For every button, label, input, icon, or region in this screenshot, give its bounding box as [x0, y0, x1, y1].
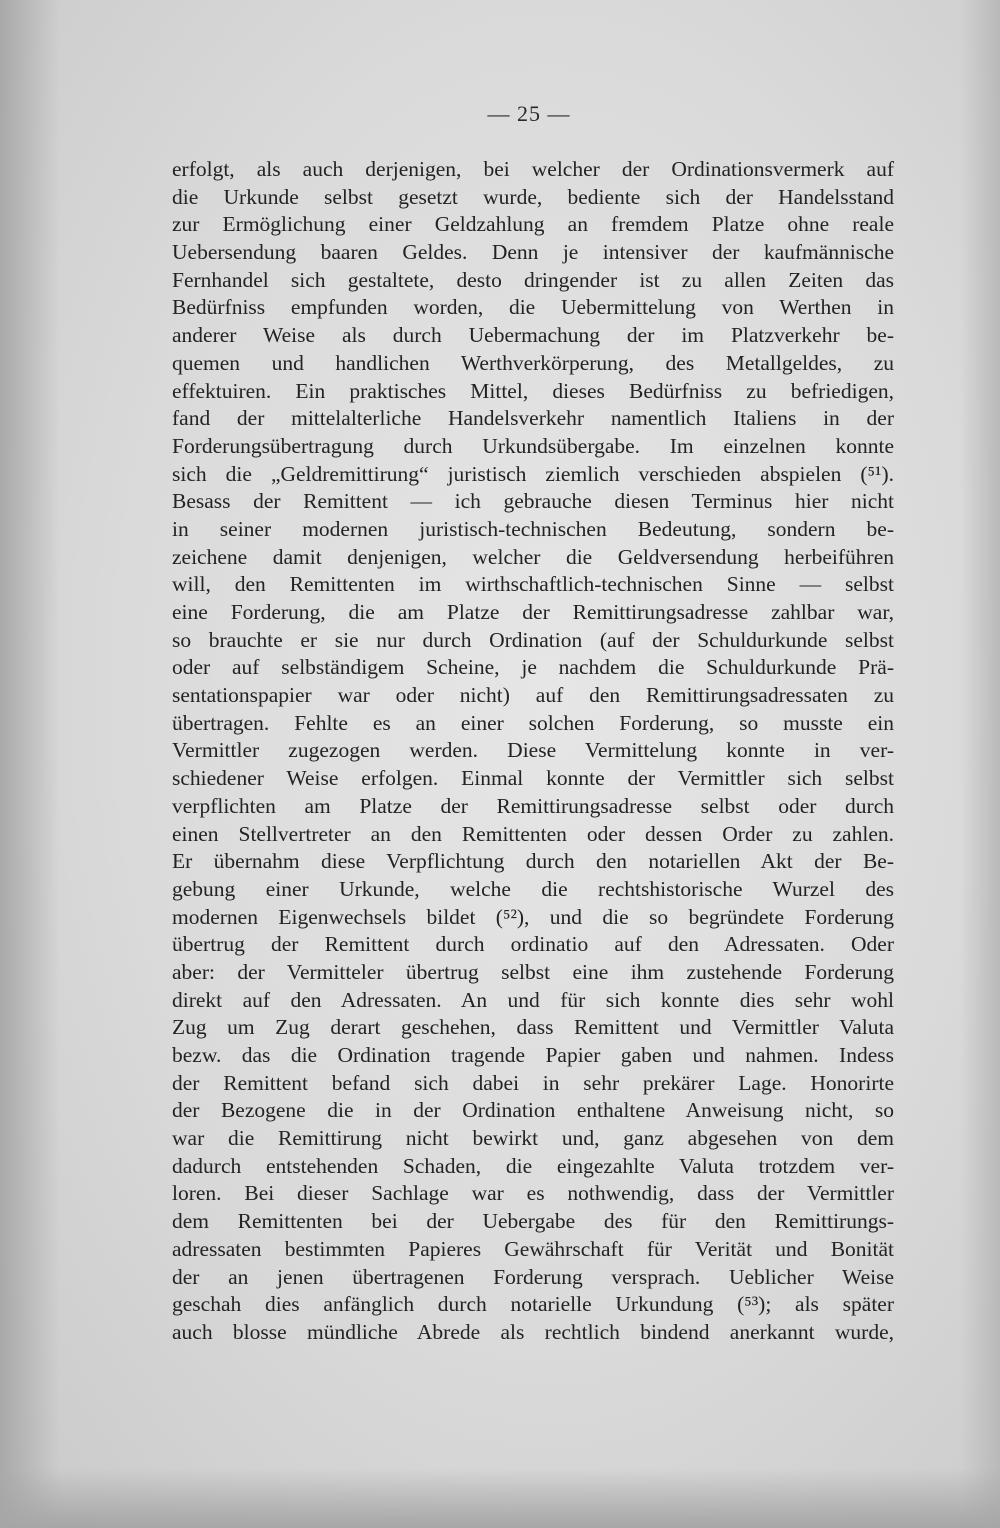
text-line: modernen Eigenwechsels bildet (⁵²), und die so begründete Forderung	[172, 904, 894, 929]
text-line: sich die „Geldremittirung“ juristisch ziemlich verschieden abspielen (⁵¹).	[172, 461, 894, 486]
text-line: eine Forderung, die am Platze der Remittirungsadresse zahlbar war,	[172, 600, 894, 624]
text-line: in seiner modernen juristisch-technischen Bedeutung, sondern be-	[172, 516, 894, 541]
text-line: anderer Weise als durch Uebermachung der im Platzverkehr be-	[172, 323, 894, 348]
text-line: adressaten bestimmten Papieres Gewährschaft für Verität und Bonität	[172, 1236, 894, 1261]
text-line: Vermittler zugezogen werden. Diese Vermittelung konnte in ver-	[172, 738, 894, 763]
text-line: effektuiren. Ein praktisches Mittel, dieses Bedürfniss zu befriedigen,	[172, 378, 894, 403]
text-line: Er übernahm diese Verpflichtung durch den notariellen Akt der Be-	[172, 849, 894, 874]
text-line: will, den Remittenten im wirthschaftlich-technischen Sinne — selbst	[172, 572, 894, 597]
text-line: Zug um Zug derart geschehen, dass Remittent und Vermittler Valuta	[172, 1015, 894, 1040]
body-text	[172, 156, 894, 1347]
text-line: sentationspapier war oder nicht) auf den Remittirungsadressaten zu	[172, 683, 894, 708]
text-line: geschah dies anfänglich durch notarielle Urkundung (⁵³); als später	[172, 1292, 894, 1317]
text-line: verpflichten am Platze der Remittirungsadresse selbst oder durch	[172, 793, 894, 818]
text-line: Besass der Remittent — ich gebrauche diesen Terminus hier nicht	[172, 489, 894, 514]
text-line: Uebersendung baaren Geldes. Denn je intensiver der kaufmännische	[172, 240, 894, 265]
text-line: war die Remittirung nicht bewirkt und, ganz abgesehen von dem	[172, 1126, 894, 1151]
text-line: fand der mittelalterliche Handelsverkehr namentlich Italiens in der	[172, 406, 894, 431]
text-line: Forderungsübertragung durch Urkundsübergabe. Im einzelnen konnte	[172, 433, 894, 458]
page-shadow-right	[960, 0, 1000, 1528]
text-line: dem Remittenten bei der Uebergabe des für den Remittirungs-	[172, 1209, 894, 1234]
text-line: aber: der Vermitteler übertrug selbst eine ihm zustehende Forderung	[172, 959, 894, 984]
text-line: zur Ermöglichung einer Geldzahlung an fremdem Platze ohne reale	[172, 212, 894, 237]
text-line: der an jenen übertragenen Forderung versprach. Ueblicher Weise	[172, 1264, 894, 1289]
page-shadow-bottom	[0, 1468, 1000, 1528]
text-line: quemen und handlichen Werthverkörperung, des Metallgeldes, zu	[172, 350, 894, 375]
text-line: oder auf selbständigem Scheine, je nachdem die Schuldurkunde Prä-	[172, 655, 894, 680]
text-line: erfolgt, als auch derjenigen, bei welcher der Ordinationsvermerk auf	[172, 157, 894, 181]
text-line: bezw. das die Ordination tragende Papier gaben und nahmen. Indess	[172, 1043, 894, 1067]
text-line: loren. Bei dieser Sachlage war es nothwendig, dass der Vermittler	[172, 1181, 894, 1206]
text-line: Fernhandel sich gestaltete, desto dringender ist zu allen Zeiten das	[172, 267, 894, 292]
text-line: schiedener Weise erfolgen. Einmal konnte der Vermittler sich selbst	[172, 766, 894, 791]
page-number: — 25 —	[487, 101, 571, 126]
page-shadow-left	[0, 0, 60, 1528]
text-line: übertrug der Remittent durch ordinatio auf den Adressaten. Oder	[172, 932, 894, 957]
text-line: gebung einer Urkunde, welche die rechtshistorische Wurzel des	[172, 876, 894, 901]
text-line: zeichene damit denjenigen, welcher die Geldversendung herbeiführen	[172, 544, 894, 569]
text-line: übertragen. Fehlte es an einer solchen Forderung, so musste ein	[172, 710, 894, 735]
text-line: direkt auf den Adressaten. An und für sich konnte dies sehr wohl	[172, 987, 894, 1012]
text-line: die Urkunde selbst gesetzt wurde, bediente sich der Handelsstand	[172, 184, 894, 209]
text-line: dadurch entstehenden Schaden, die eingezahlte Valuta trotzdem ver-	[172, 1153, 894, 1178]
text-line: auch blosse mündliche Abrede als rechtlich bindend anerkannt wurde,	[172, 1319, 894, 1344]
text-line: einen Stellvertreter an den Remittenten oder dessen Order zu zahlen.	[172, 821, 894, 846]
text-line: der Remittent befand sich dabei in sehr prekärer Lage. Honorirte	[172, 1070, 894, 1095]
text-line: Bedürfniss empfunden worden, die Uebermittelung von Werthen in	[172, 295, 894, 320]
text-line: so brauchte er sie nur durch Ordination (auf der Schuldurkunde selbst	[172, 627, 894, 652]
text-line: der Bezogene die in der Ordination enthaltene Anweisung nicht, so	[172, 1098, 894, 1123]
